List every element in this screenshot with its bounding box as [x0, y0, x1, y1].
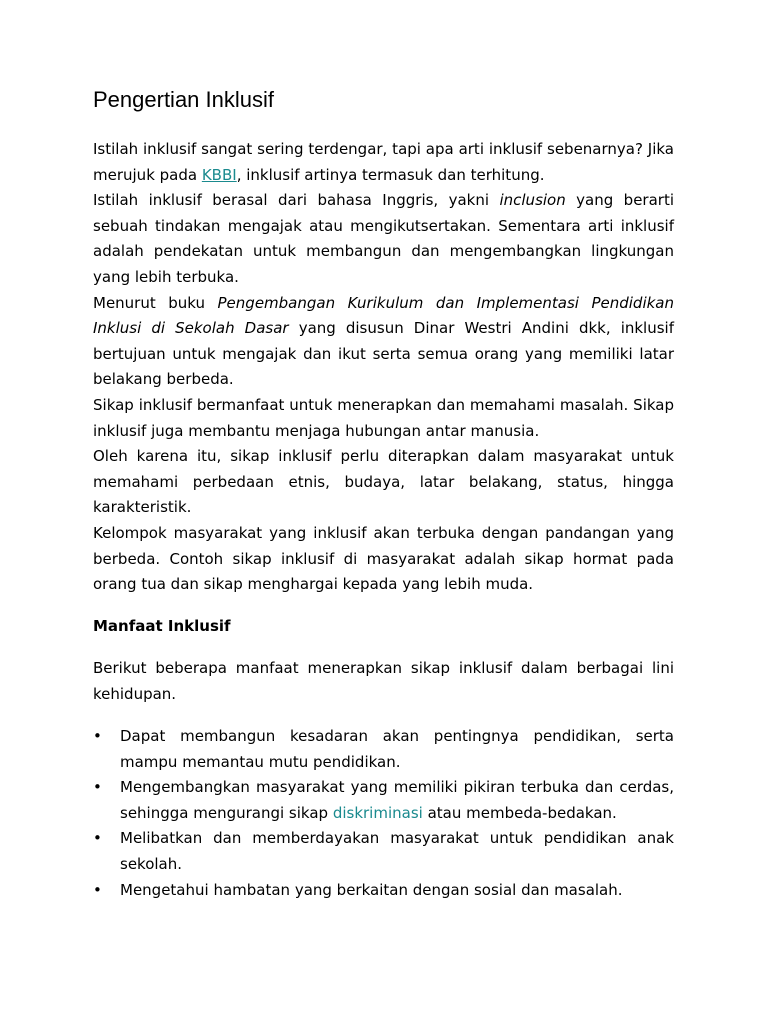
- list-item: [93, 724, 674, 775]
- benefit-list: [93, 724, 674, 903]
- paragraph-2-text-b: yang berarti sebuah tindakan mengajak atau mengikutsertakan. Sementara arti inklusif adalah pendekatan untuk membangun dan mengembangkan lingkungan yang lebih terbuka.: [93, 191, 674, 286]
- paragraph-2-emphasis: inclusion: [499, 191, 566, 210]
- section-heading: Manfaat Inklusif: [93, 617, 231, 635]
- paragraph-4: Sikap inklusif bermanfaat untuk menerapkan dan memahami masalah. Sikap inklusif juga membantu menjaga hubungan antar manusia.: [93, 395, 674, 440]
- paragraph-6: Kelompok masyarakat yang inklusif akan terbuka dengan pandangan yang berbeda. Contoh sikap inklusif di masyarakat adalah sikap hormat pada orang tua dan sikap menghargai kepada yang lebih muda.: [93, 523, 674, 594]
- list-item-text: Dapat membangun kesadaran akan pentingnya pendidikan, serta mampu memantau mutu pendidikan.: [120, 727, 674, 771]
- kbbi-link[interactable]: KBBI: [201, 165, 237, 184]
- section-intro: Berikut beberapa manfaat menerapkan sikap inklusif dalam berbagai lini kehidupan.: [93, 659, 674, 703]
- bullet-icon: •: [93, 727, 102, 745]
- paragraph-1: [93, 137, 674, 188]
- paragraph-5: Oleh karena itu, sikap inklusif perlu diterapkan dalam masyarakat untuk memahami perbedaan etnis, budaya, latar belakang, status, hingga karakteristik.: [93, 447, 674, 517]
- list-item: [93, 826, 674, 877]
- bullet-icon: •: [93, 829, 102, 848]
- paragraph-3-text-b: yang disusun Dinar Westri Andini dkk, inklusif bertujuan untuk mengajak dan ikut serta semua orang yang memiliki latar belakang berbeda.: [93, 319, 674, 389]
- list-item-text-a: Mengembangkan masyarakat yang memiliki pikiran terbuka dan cerdas, sehingga mengurangi sikap: [120, 778, 674, 822]
- article-body: [93, 137, 674, 598]
- page-title: Pengertian Inklusif: [93, 87, 274, 112]
- list-item: [93, 878, 674, 904]
- diskriminasi-link[interactable]: diskriminasi: [332, 803, 423, 822]
- list-item-text-b: atau membeda-bedakan.: [422, 803, 617, 822]
- paragraph-3-text-a: Menurut buku: [93, 293, 218, 312]
- paragraph-1-text-a: Istilah inklusif sangat sering terdengar, tapi apa arti inklusif sebenarnya? Jika merujuk pada: [93, 140, 674, 184]
- list-item: [93, 775, 674, 826]
- paragraph-2: [93, 188, 674, 290]
- bullet-icon: •: [93, 880, 102, 899]
- paragraph-3: [93, 291, 674, 393]
- book-title: Pengembangan Kurikulum dan Implementasi Pendidikan Inklusi di Sekolah Dasar: [93, 293, 674, 338]
- list-item-text: Mengetahui hambatan yang berkaitan dengan sosial dan masalah.: [120, 880, 623, 899]
- paragraph-2-text-a: Istilah inklusif berasal dari bahasa Inggris, yakni: [93, 191, 500, 210]
- list-item-text: Melibatkan dan memberdayakan masyarakat untuk pendidikan anak sekolah.: [120, 829, 674, 873]
- paragraph-1-text-b: , inklusif artinya termasuk dan terhitung.: [236, 165, 545, 184]
- bullet-icon: •: [93, 778, 102, 797]
